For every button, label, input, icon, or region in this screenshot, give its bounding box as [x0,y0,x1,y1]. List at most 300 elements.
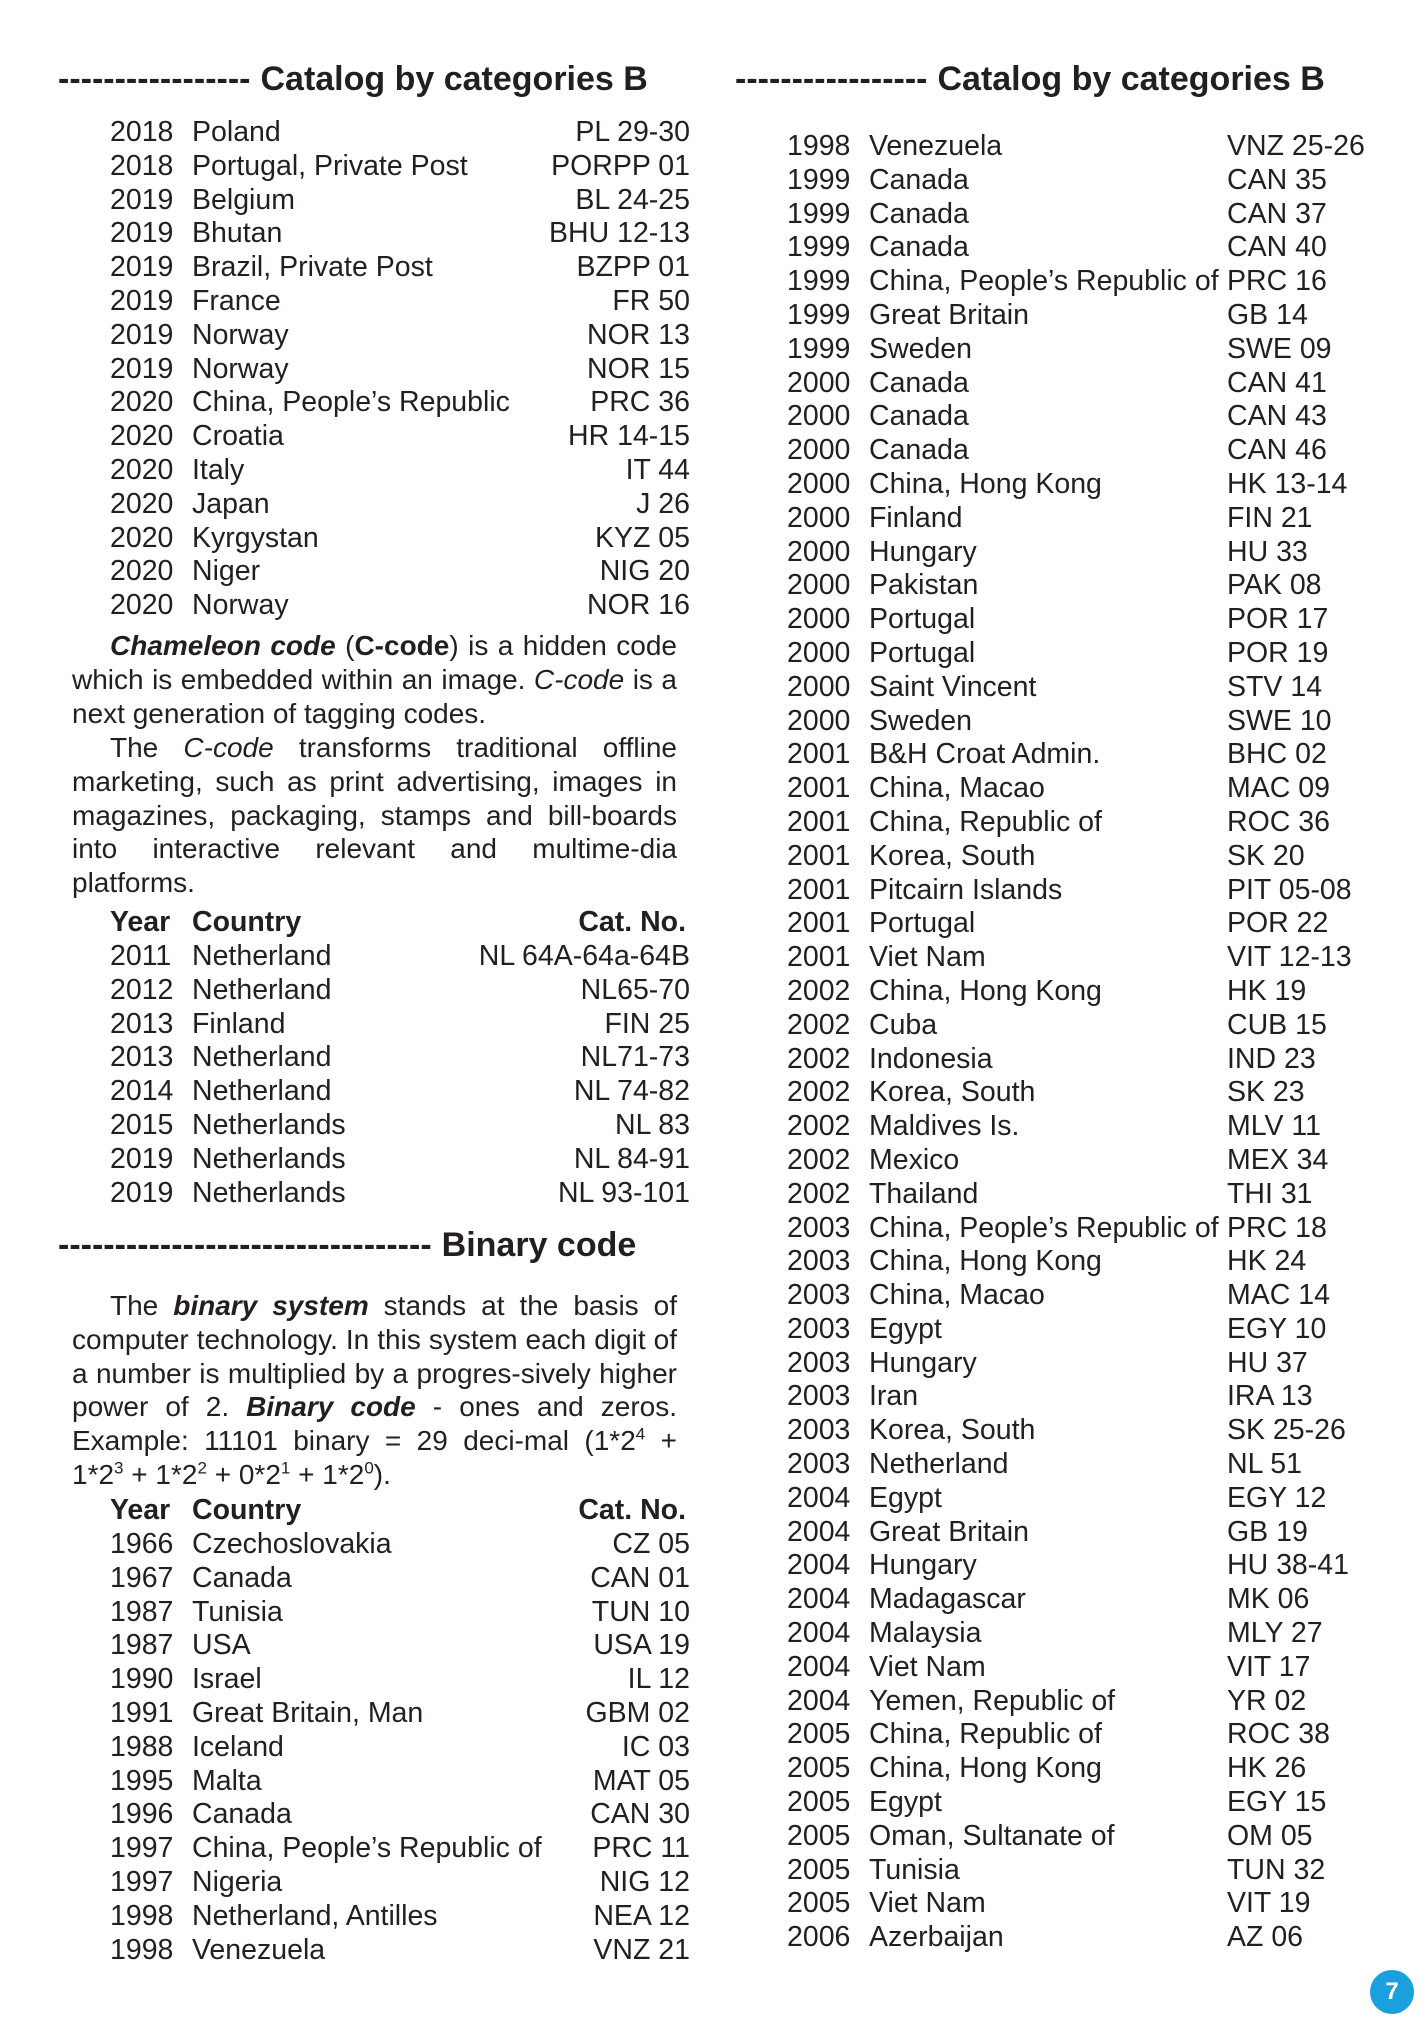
entry-year: 2000 [787,603,851,636]
entry-country: Belgium [192,183,295,216]
entry-year: 2002 [787,1076,851,1109]
table-header-2 [110,1494,690,1528]
entry-year: 2019 [110,1176,174,1209]
list-item [787,874,1367,908]
entry-catno: IL 12 [627,1663,690,1696]
entry-catno: SWE 10 [1227,704,1332,737]
entry-catno: POR 19 [1227,636,1329,669]
entry-country: Canada [869,231,969,264]
list-item [787,975,1367,1009]
entry-year: 2005 [787,1752,851,1785]
entry-year: 2014 [110,1075,174,1108]
entry-catno: NL 84-91 [573,1142,690,1175]
list-item [787,738,1367,772]
binary-mid: stands at the basis of computer technology. In this system each digit of a number is multiplied by a progres-sively higher power of 2. [72,1290,677,1423]
chameleon-paragraph-2 [72,731,677,900]
entry-year: 2005 [787,1853,851,1886]
entry-catno: NL65-70 [580,973,690,1006]
list-item [110,555,690,589]
entry-catno: IRA 13 [1227,1380,1313,1413]
entry-catno: GB 14 [1227,298,1308,331]
entry-catno: GB 19 [1227,1515,1308,1548]
entry-year: 2000 [787,501,851,534]
entry-catno: HR 14-15 [568,420,690,453]
entry-year: 2005 [787,1887,851,1920]
binary-p3: + 1*2 [72,1425,677,1490]
entry-catno: NL 83 [615,1108,690,1141]
entry-year: 2019 [110,318,174,351]
entry-year: 1997 [110,1832,174,1865]
entry-year: 2003 [787,1279,851,1312]
entry-year: 2000 [787,569,851,602]
entry-year: 2005 [787,1718,851,1751]
list-item [110,1832,690,1866]
list-item [787,198,1367,232]
section-heading-catalog-right [735,56,1367,102]
entry-year: 2013 [110,1041,174,1074]
list-item [110,1008,690,1042]
entry-country: China, Hong Kong [869,1245,1102,1278]
entry-catno: IC 03 [621,1730,690,1763]
entry-year: 1996 [110,1798,174,1831]
section-heading-catalog-left [58,56,690,102]
binary-lead: The [110,1290,174,1321]
entry-catno: USA 19 [593,1629,690,1662]
entry-year: 2019 [110,183,174,216]
entry-year: 1999 [787,163,851,196]
list-item [787,603,1367,637]
entry-country: Maldives Is. [869,1110,1020,1143]
header-country: Country [192,1494,302,1526]
list-item [787,536,1367,570]
entry-country: Canada [869,163,969,196]
table-header-1 [110,906,690,940]
entry-year: 1966 [110,1528,174,1560]
entry-year: 2001 [787,907,851,940]
entry-country: Canada [869,197,969,230]
entry-country: Korea, South [869,839,1036,872]
entry-country: Korea, South [869,1414,1036,1447]
list-item [110,1109,690,1143]
entry-country: China, Republic of [869,805,1102,838]
page-number-badge: 7 [1370,1970,1414,2014]
entry-year: 2019 [110,217,174,250]
entry-year: 1999 [787,298,851,331]
heading-dashes: ----------------- [58,59,251,98]
entry-catno: POR 17 [1227,603,1329,636]
entry-catno: NL 93-101 [557,1176,690,1209]
entry-country: Norway [192,352,289,385]
entry-country: China, Republic of [869,1718,1102,1751]
entry-year: 2000 [787,434,851,467]
entry-country: Finland [192,1007,286,1040]
entry-country: China, Hong Kong [869,1752,1102,1785]
entry-catno: POR 22 [1227,907,1329,940]
entry-year: 2020 [110,487,174,520]
entry-catno: PRC 11 [592,1832,690,1865]
chameleon-text-1: ) is a hidden code which is embedded within an image. [72,630,677,695]
entry-year: 2020 [110,555,174,588]
entry-catno: CAN 35 [1227,163,1327,196]
entry-year: 1987 [110,1595,174,1628]
entry-catno: NOR 16 [587,589,690,622]
entry-year: 1999 [787,231,851,264]
entry-catno: NL 64A-64a-64B [478,940,690,972]
entry-year: 2001 [787,873,851,906]
entry-catno: HK 24 [1227,1245,1307,1278]
entry-catno: CAN 01 [590,1561,690,1594]
entry-catno: CZ 05 [612,1528,690,1560]
list-item [787,502,1367,536]
entry-year: 2000 [787,535,851,568]
entry-year: 2002 [787,1008,851,1041]
entry-catno: BZPP 01 [576,251,690,284]
entry-year: 2002 [787,1110,851,1143]
list-item [110,488,690,522]
binary-paragraph [72,1289,677,1492]
entry-country: Azerbaijan [869,1921,1004,1954]
list-item [787,1245,1367,1279]
section-heading-binary-code [58,1222,690,1268]
entry-year: 2001 [787,805,851,838]
header-country: Country [192,906,302,938]
entry-catno: MLY 27 [1227,1617,1323,1650]
binary-heading-text: Binary code [441,1225,637,1264]
entry-country: China, Macao [869,772,1045,805]
entry-year: 2005 [787,1819,851,1852]
list-item [110,1562,690,1596]
entry-catno: HU 33 [1227,535,1308,568]
entry-catno: FIN 25 [604,1007,690,1040]
list-item [110,319,690,353]
list-item [787,1009,1367,1043]
list-item [787,1887,1367,1921]
binary-p0: + 1*2 [290,1458,365,1490]
list-item [110,420,690,454]
list-item [787,1786,1367,1820]
list-item [110,1765,690,1799]
list-item [110,285,690,319]
entry-catno: AZ 06 [1227,1921,1304,1954]
entry-catno: PL 29-30 [575,116,690,148]
list-item [110,184,690,218]
entry-year: 1991 [110,1696,174,1729]
entry-catno: FIN 21 [1227,501,1313,534]
list-item [787,806,1367,840]
entry-country: Netherland, Antilles [192,1899,438,1932]
binary-p1: + 0*2 [206,1458,281,1490]
entry-catno: MAT 05 [592,1764,690,1797]
heading-text: Catalog by categories B [937,59,1325,98]
entry-catno: CAN 40 [1227,231,1327,264]
entry-year: 1999 [787,332,851,365]
list-item [787,1110,1367,1144]
chameleon-abbr: C-code [354,630,450,661]
list-item [110,116,690,150]
entry-year: 1997 [110,1865,174,1898]
entry-catno: ROC 38 [1227,1718,1330,1751]
entry-catno: VNZ 21 [593,1933,690,1966]
entry-year: 2003 [787,1414,851,1447]
entry-year: 2019 [110,1142,174,1175]
entry-year: 2003 [787,1245,851,1278]
entry-year: 2002 [787,1177,851,1210]
entry-country: Hungary [869,1549,977,1582]
list-item [787,1313,1367,1347]
binary-p2: + 1*2 [123,1458,198,1490]
entry-catno: PIT 05-08 [1227,873,1352,906]
entry-catno: SK 25-26 [1227,1414,1346,1447]
list-item [110,454,690,488]
entry-country: Madagascar [869,1583,1026,1616]
entry-country: Portugal [869,636,976,669]
entry-catno: MAC 14 [1227,1279,1330,1312]
entry-country: Netherland [192,940,332,972]
entry-country: Egypt [869,1312,942,1345]
entry-catno: VIT 17 [1227,1650,1311,1683]
entry-year: 2020 [110,420,174,453]
entry-country: Malta [192,1764,262,1797]
binary-rest: - ones and zeros. Example: 11101 binary = 29 deci-mal (1*2 [72,1391,677,1457]
entry-catno: OM 05 [1227,1819,1313,1852]
entry-catno: CAN 30 [590,1798,690,1831]
entry-country: Bhutan [192,217,283,250]
entry-year: 1988 [110,1730,174,1763]
catalog-list-3 [110,1528,690,1967]
entry-country: China, Macao [869,1279,1045,1312]
binary-term-2: Binary code [246,1391,416,1423]
header-catno: Cat. No. [578,1494,686,1526]
catalog-list-1 [110,116,690,623]
entry-country: Saint Vincent [869,670,1037,703]
entry-country: Canada [869,400,969,433]
list-item [787,231,1367,265]
entry-year: 2003 [787,1346,851,1379]
entry-catno: NOR 15 [587,352,690,385]
entry-year: 2004 [787,1617,851,1650]
entry-country: Canada [192,1561,292,1594]
entry-catno: EGY 10 [1227,1312,1327,1345]
entry-catno: IND 23 [1227,1042,1316,1075]
list-item [787,1144,1367,1178]
list-item [787,1651,1367,1685]
list-item [110,1731,690,1765]
entry-country: Great Britain [869,1515,1029,1548]
entry-year: 2004 [787,1650,851,1683]
list-item [110,589,690,623]
entry-country: B&H Croat Admin. [869,738,1101,771]
list-item [787,637,1367,671]
list-item [787,265,1367,299]
entry-country: Korea, South [869,1076,1036,1109]
entry-year: 1998 [110,1933,174,1966]
entry-catno: HK 26 [1227,1752,1307,1785]
list-item [787,1583,1367,1617]
chameleon-p2-lead: The [110,732,184,763]
chameleon-term: Chameleon code [110,630,336,661]
entry-year: 2004 [787,1481,851,1514]
entry-country: Poland [192,116,281,148]
header-year: Year [110,1494,171,1526]
entry-year: 2002 [787,1143,851,1176]
entry-catno: NIG 20 [599,555,690,588]
entry-country: Egypt [869,1481,942,1514]
entry-country: Hungary [869,535,977,568]
list-item [110,940,690,974]
entry-country: Netherlands [192,1108,346,1141]
entry-country: Norway [192,318,289,351]
list-item [787,1279,1367,1313]
entry-catno: KYZ 05 [594,521,690,554]
entry-catno: TUN 32 [1227,1853,1326,1886]
list-item [787,671,1367,705]
entry-country: Netherland [192,973,332,1006]
entry-catno: THI 31 [1227,1177,1313,1210]
entry-catno: CUB 15 [1227,1008,1327,1041]
entry-year: 2001 [787,839,851,872]
entry-country: Indonesia [869,1042,993,1075]
entry-year: 2001 [787,772,851,805]
entry-country: Thailand [869,1177,979,1210]
entry-year: 2000 [787,704,851,737]
list-item [787,1718,1367,1752]
list-item [110,1798,690,1832]
entry-country: Croatia [192,420,284,453]
entry-catno: BHC 02 [1227,738,1327,771]
entry-year: 2001 [787,738,851,771]
entry-year: 1998 [110,1899,174,1932]
exp-4: 4 [635,1424,646,1444]
entry-year: 2013 [110,1007,174,1040]
entry-year: 2003 [787,1312,851,1345]
list-item [787,1516,1367,1550]
list-item [787,1380,1367,1414]
list-item [110,1629,690,1663]
entry-country: Israel [192,1663,262,1696]
entry-country: Oman, Sultanate of [869,1819,1115,1852]
entry-catno: BHU 12-13 [549,217,690,250]
list-item [787,434,1367,468]
entry-year: 2001 [787,941,851,974]
list-item [110,1075,690,1109]
entry-country: Venezuela [192,1933,326,1966]
list-item [787,907,1367,941]
entry-country: Italy [192,453,245,486]
binary-end: ). [373,1458,391,1490]
entry-catno: VIT 19 [1227,1887,1311,1920]
entry-year: 1999 [787,265,851,298]
entry-catno: BL 24-25 [575,183,690,216]
entry-year: 1987 [110,1629,174,1662]
list-item [787,1043,1367,1077]
entry-country: Portugal, Private Post [192,149,468,182]
entry-country: Nigeria [192,1865,283,1898]
list-item [110,1900,690,1934]
entry-catno: J 26 [636,487,690,520]
list-item [787,1617,1367,1651]
list-item [110,217,690,251]
table-header-row [110,1494,690,1528]
entry-catno: PAK 08 [1227,569,1322,602]
entry-year: 2020 [110,521,174,554]
entry-catno: CAN 46 [1227,434,1327,467]
list-item [110,1528,690,1562]
entry-year: 1990 [110,1663,174,1696]
entry-catno: EGY 12 [1227,1481,1327,1514]
entry-year: 2019 [110,284,174,317]
chameleon-p2-abbr: C-code [183,732,274,763]
entry-catno: PRC 16 [1227,265,1327,298]
entry-country: Netherland [192,1041,332,1074]
entry-catno: VIT 12-13 [1227,941,1352,974]
entry-country: Netherlands [192,1142,346,1175]
list-item [787,130,1367,164]
chameleon-text-2: is a next generation of tagging codes. [72,663,677,729]
list-item [787,1820,1367,1854]
entry-catno: HU 38-41 [1227,1549,1349,1582]
entry-year: 2002 [787,1042,851,1075]
entry-year: 2004 [787,1515,851,1548]
list-item [110,1697,690,1731]
entry-catno: HU 37 [1227,1346,1308,1379]
entry-catno: SWE 09 [1227,332,1332,365]
entry-catno: MEX 34 [1227,1143,1329,1176]
entry-year: 2000 [787,636,851,669]
list-item [787,705,1367,739]
entry-country: Viet Nam [869,1887,986,1920]
entry-year: 2018 [110,116,174,148]
list-item [787,941,1367,975]
entry-year: 2020 [110,453,174,486]
catalog-list-2 [110,940,690,1210]
entry-catno: MAC 09 [1227,772,1330,805]
entry-catno: NOR 13 [587,318,690,351]
entry-catno: YR 02 [1227,1684,1307,1717]
list-item [110,1663,690,1697]
entry-catno: GBM 02 [585,1696,690,1729]
list-item [787,468,1367,502]
list-item [110,1143,690,1177]
entry-catno: CAN 37 [1227,197,1327,230]
entry-country: Kyrgystan [192,521,319,554]
list-item [787,1076,1367,1110]
entry-catno: TUN 10 [591,1595,690,1628]
entry-country: China, Hong Kong [869,974,1102,1007]
entry-year: 2019 [110,251,174,284]
heading-dashes: ----------------- [735,59,928,98]
entry-catno: PRC 36 [590,386,690,419]
entry-year: 1995 [110,1764,174,1797]
list-item [787,1752,1367,1786]
entry-year: 2003 [787,1448,851,1481]
entry-country: Netherland [869,1448,1009,1481]
list-item [787,400,1367,434]
entry-country: Viet Nam [869,941,986,974]
entry-country: Netherlands [192,1176,346,1209]
list-item [110,522,690,556]
list-item [110,353,690,387]
entry-year: 2004 [787,1549,851,1582]
entry-year: 2000 [787,467,851,500]
entry-catno: SK 23 [1227,1076,1305,1109]
entry-catno: HK 13-14 [1227,467,1348,500]
entry-catno: HK 19 [1227,974,1307,1007]
entry-year: 2019 [110,352,174,385]
entry-country: Canada [192,1798,292,1831]
entry-catno: STV 14 [1227,670,1323,703]
entry-catno: CAN 43 [1227,400,1327,433]
list-item [787,1414,1367,1448]
